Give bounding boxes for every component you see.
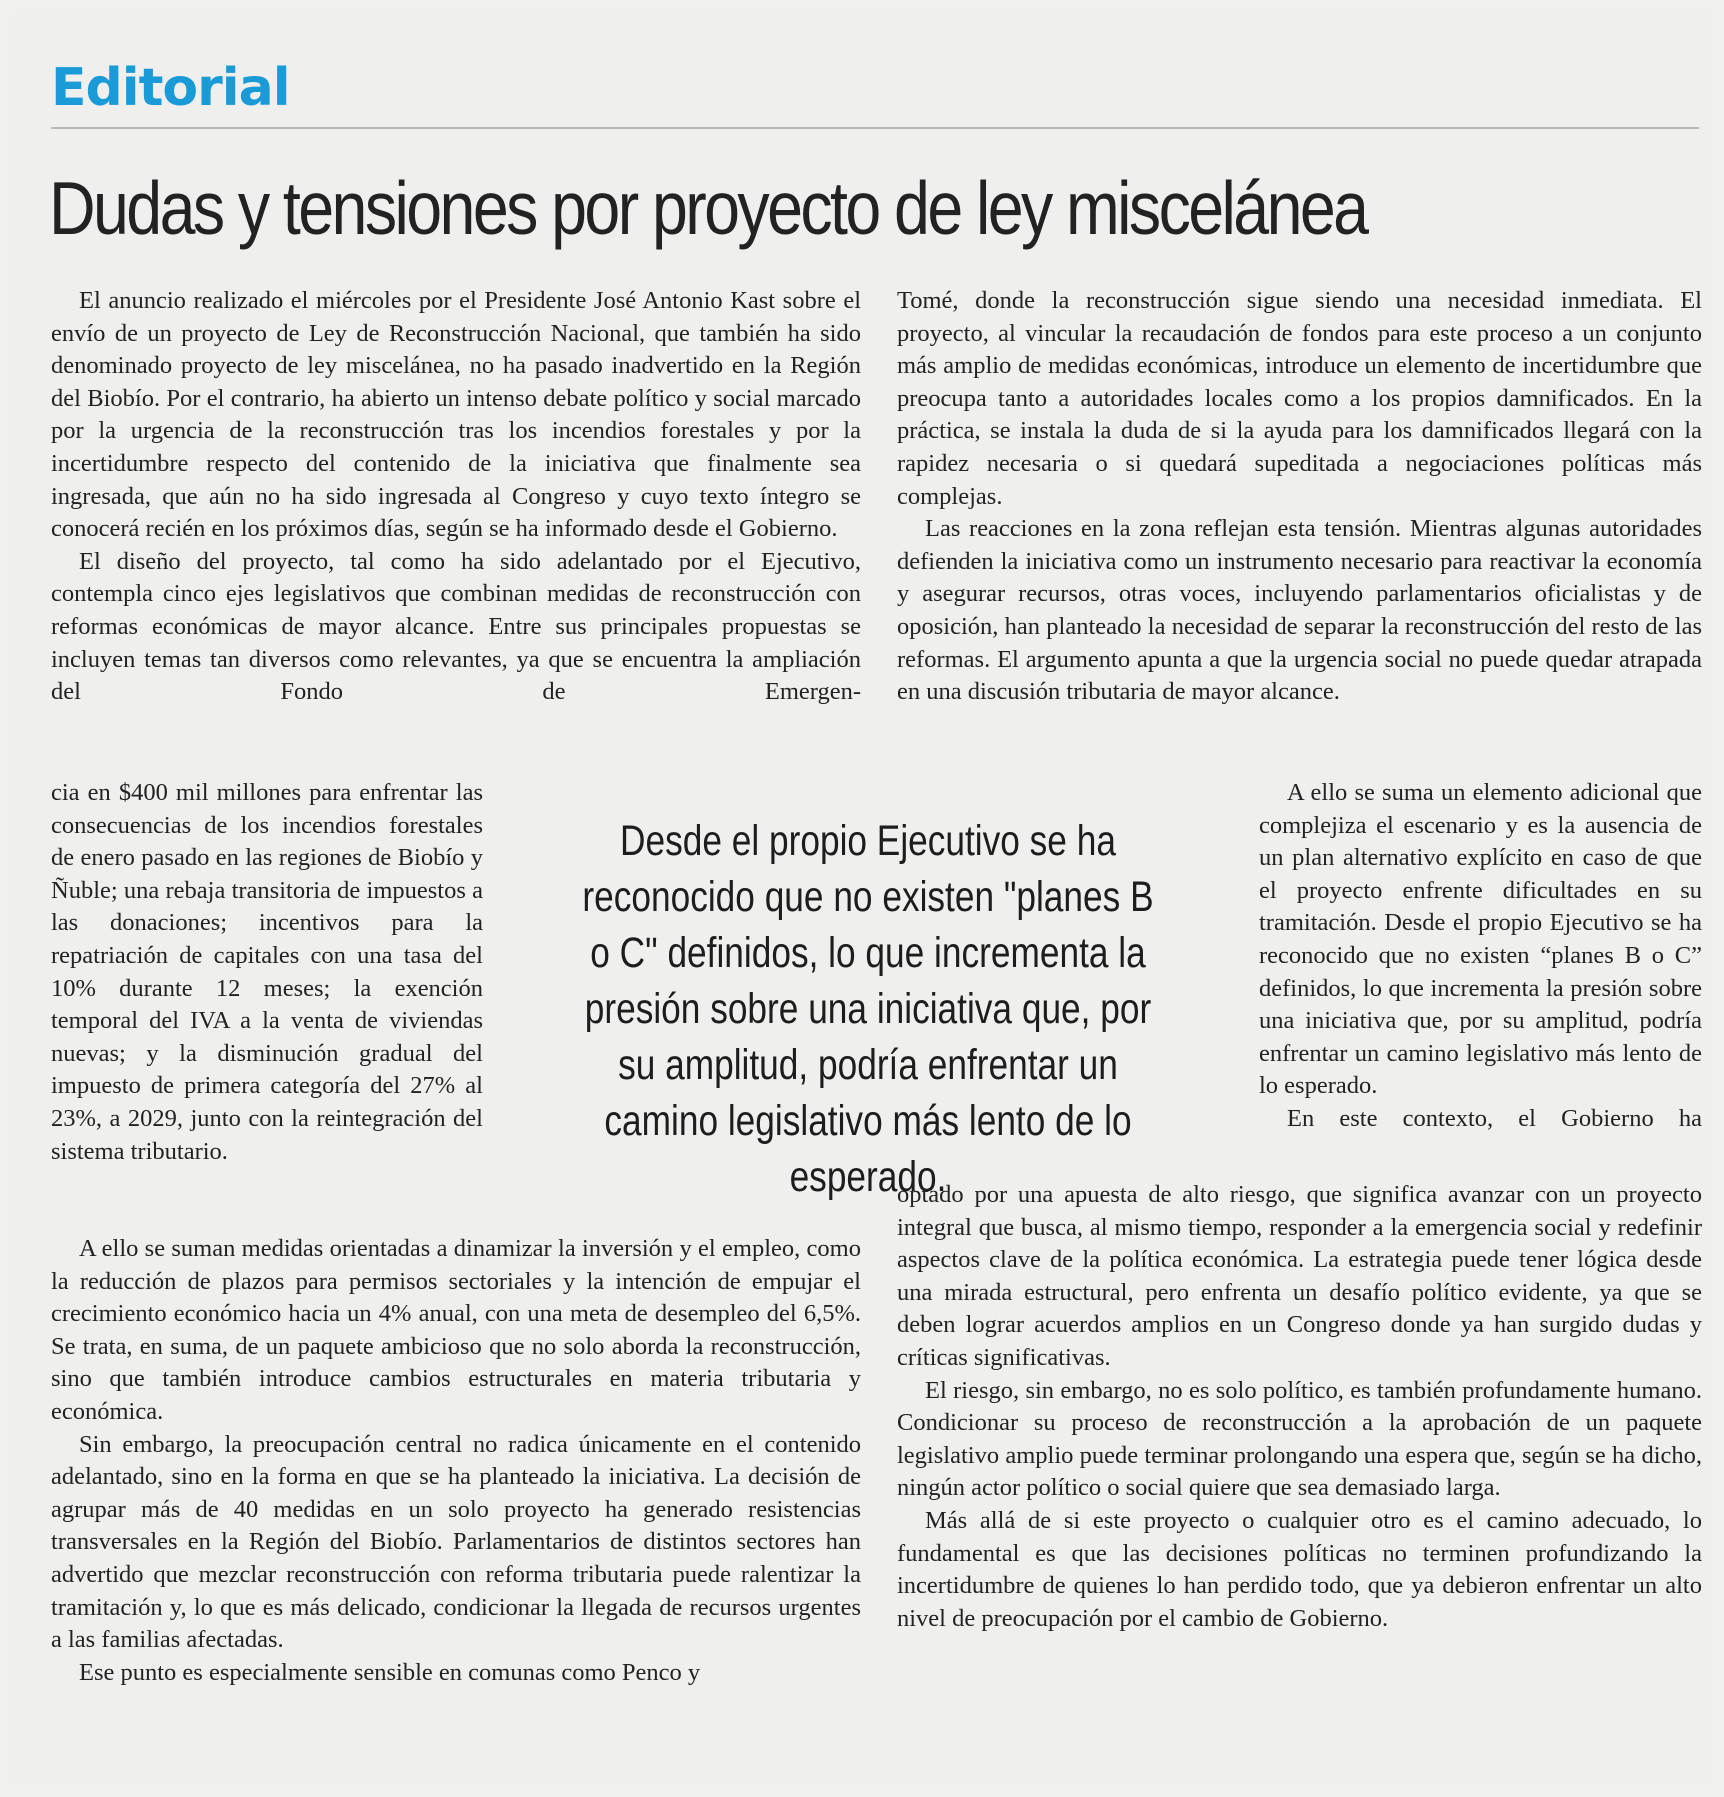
editorial-page: [13, 13, 1711, 1784]
paragraph: Tomé, donde la reconstrucción sigue siendo una necesidad inmediata. El proyecto, al vincular la recaudación de fondos para este proceso a un conjunto más amplio de medidas económicas, introduce un elemento de incertidumbre que preocupa tanto a autoridades locales como a los propios damnificados. En la práctica, se instala la duda de si la ayuda para los damnificados llegará con la rapidez necesaria o si quedará supeditada a negociaciones políticas más complejas.: [897, 287, 1702, 510]
section-label: Editorial: [51, 58, 290, 118]
paragraph: A ello se suma un elemento adicional que complejiza el escenario y es la ausencia de un plan alternativo explícito en caso de que el proyecto enfrente dificultades en su tramitación. Desde el propio Ejecutivo se ha reconocido que no existen “planes B o C” definidos, lo que incrementa la presión sobre una iniciativa que, por su amplitud, podría enfrentar un camino legislativo más lento de lo esperado.: [1259, 779, 1702, 1100]
column-2-bottom: [897, 1179, 1702, 1635]
paragraph: Más allá de si este proyecto o cualquier otro es el camino adecuado, lo fundamental es que las decisiones políticas no terminen profundizando la incertidumbre de quienes lo han perdido todo, que ya debieron enfrentar un alto nivel de preocupación por el cambio de Gobierno.: [897, 1506, 1702, 1632]
paragraph: El diseño del proyecto, tal como ha sido adelantado por el Ejecutivo, contempla cinco ejes legislativos que combinan medidas de reconstrucción con reformas económicas de mayor alcance. Entre sus principales propuestas se incluyen temas tan diversos como relevantes, ya que se encuentra la ampliación del Fondo de Emergen-: [51, 547, 861, 706]
paragraph: optado por una apuesta de alto riesgo, que significa avanzar con un proyecto integral que busca, al mismo tiempo, responder a la emergencia social y redefinir aspectos clave de la política económica. La estrategia puede tener lógica desde una mirada estructural, pero enfrenta un desafío político evidente, ya que se deben lograr acuerdos amplios en un Congreso donde ya han surgido dudas y críticas significativas.: [897, 1181, 1702, 1371]
column-2-wrap: [1259, 777, 1702, 1136]
paragraph: Ese punto es especialmente sensible en comunas como Penco y: [79, 1658, 701, 1686]
pull-quote: Desde el propio Ejecutivo se ha reconocido que no existen "planes B o C" definidos, lo que incrementa la presión sobre una iniciativa que, por su amplitud, podría enfrentar un camino legislativo más lento de lo esperado.: [582, 817, 1154, 1201]
paragraph: En este contexto, el Gobierno ha: [1287, 1104, 1702, 1132]
paragraph: cia en $400 mil millones para enfrentar las consecuencias de los incendios forestales de enero pasado en las regiones de Biobío y Ñuble; una rebaja transitoria de impuestos a las donaciones; incentivos para la repatriación de capitales con una tasa del 10% durante 12 meses; la exención temporal del IVA a la venta de viviendas nuevas; y la disminución gradual del impuesto de primera categoría del 27% al 23%, a 2029, junto con la reintegración del sistema tributario.: [51, 779, 483, 1165]
paragraph: A ello se suman medidas orientadas a dinamizar la inversión y el empleo, como la reducción de plazos para permisos sectoriales y la intención de empujar el crecimiento económico hacia un 4% anual, con una meta de desempleo del 6,5%. Se trata, en suma, de un paquete ambicioso que no solo aborda la reconstrucción, sino que también introduce cambios estructurales en materia tributaria y económica.: [51, 1235, 861, 1425]
section-divider: [51, 127, 1699, 129]
column-1-top: [51, 285, 861, 709]
column-1-wrap: [51, 777, 483, 1168]
paragraph: El anuncio realizado el miércoles por el Presidente José Antonio Kast sobre el envío de un proyecto de Ley de Reconstrucción Nacional, que también ha sido denominado proyecto de ley miscelánea, no ha pasado inadvertido en la Región del Biobío. Por el contrario, ha abierto un intenso debate político y social marcado por la urgencia de la reconstrucción tras los incendios forestales y por la incertidumbre respecto del contenido de la iniciativa que finalmente sea ingresada, que aún no ha sido ingresada al Congreso y cuyo texto íntegro se conocerá recién en los próximos días, según se ha informado desde el Gobierno.: [51, 287, 861, 543]
headline: Dudas y tensiones por proyecto de ley miscelánea: [49, 166, 1367, 250]
paragraph: Sin embargo, la preocupación central no radica únicamente en el contenido adelantado, sino en la forma en que se ha planteado la iniciativa. La decisión de agrupar más de 40 medidas en un solo proyecto ha generado resistencias transversales en la Región del Biobío. Parlamentarios de distintos sectores han advertido que mezclar reconstrucción con reforma tributaria puede ralentizar la tramitación y, lo que es más delicado, condicionar la llegada de recursos urgentes a las familias afectadas.: [51, 1430, 861, 1654]
paragraph: El riesgo, sin embargo, no es solo político, es también profundamente humano. Condicionar su proceso de reconstrucción a la aprobación de un paquete legislativo amplio puede terminar prolongando una espera que, según se ha dicho, ningún actor político o social quiere que sea demasiado larga.: [897, 1376, 1702, 1502]
column-2-top: [897, 285, 1702, 709]
paragraph: Las reacciones en la zona reflejan esta tensión. Mientras algunas autoridades defienden la iniciativa como un instrumento necesario para reactivar la economía y asegurar recursos, otras voces, incluyendo parlamentarios oficialistas y de oposición, han planteado la necesidad de separar la reconstrucción del resto de las reformas. El argumento apunta a que la urgencia social no puede quedar atrapada en una discusión tributaria de mayor alcance.: [897, 515, 1702, 706]
column-1-bottom: [51, 1233, 861, 1689]
